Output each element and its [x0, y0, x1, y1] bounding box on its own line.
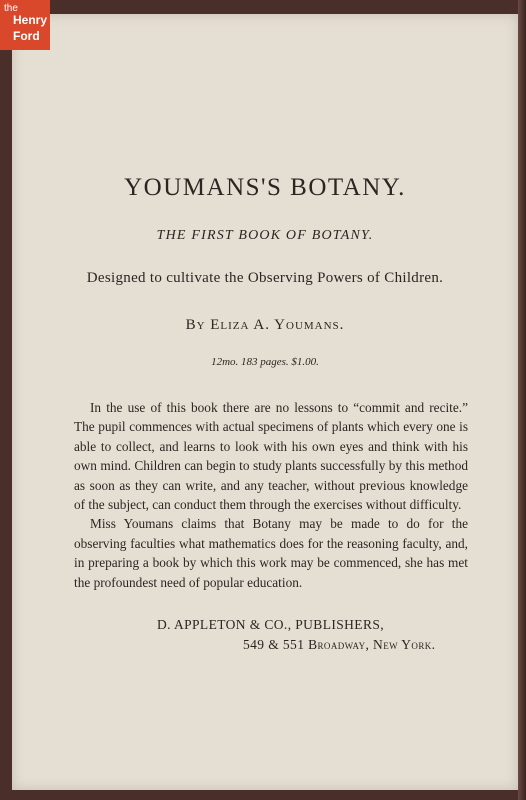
description-paragraph-2: Miss Youmans claims that Botany may be made to do for the observing faculties what mathematics does for the reasoning faculty, and, in preparing a book by which this work may be commenced, she has met the profoundest need of popular education.: [74, 516, 468, 590]
book-author: By Eliza A. Youmans.: [185, 317, 345, 333]
logo-ford: Ford: [13, 29, 40, 43]
logo-the: the: [4, 3, 18, 14]
book-title: YOUMANS'S BOTANY.: [124, 174, 406, 201]
book-details: 12mo. 183 pages. $1.00.: [211, 356, 319, 368]
description-paragraph-1: In the use of this book there are no lessons to “commit and recite.” The pupil commences with actual specimens of plants which every one is able to collect, and learns to look with his own eyes and think with his own mind. Children can begin to study plants successfully by this method as soon as they can write, and any teacher, without previous knowledge of the subject, can conduct them through the exercises without difficulty.: [74, 400, 468, 513]
book-subtitle: THE FIRST BOOK OF BOTANY.: [156, 228, 374, 243]
description: [74, 398, 468, 592]
logo-henry: Henry: [13, 13, 48, 27]
page-content: [12, 14, 518, 790]
book-tagline: Designed to cultivate the Observing Powers of Children.: [86, 270, 444, 286]
book-edge: [518, 0, 526, 800]
publisher-address: 549 & 551 Broadway, New York.: [243, 637, 436, 652]
publisher-name: D. APPLETON & CO., PUBLISHERS,: [157, 617, 385, 632]
